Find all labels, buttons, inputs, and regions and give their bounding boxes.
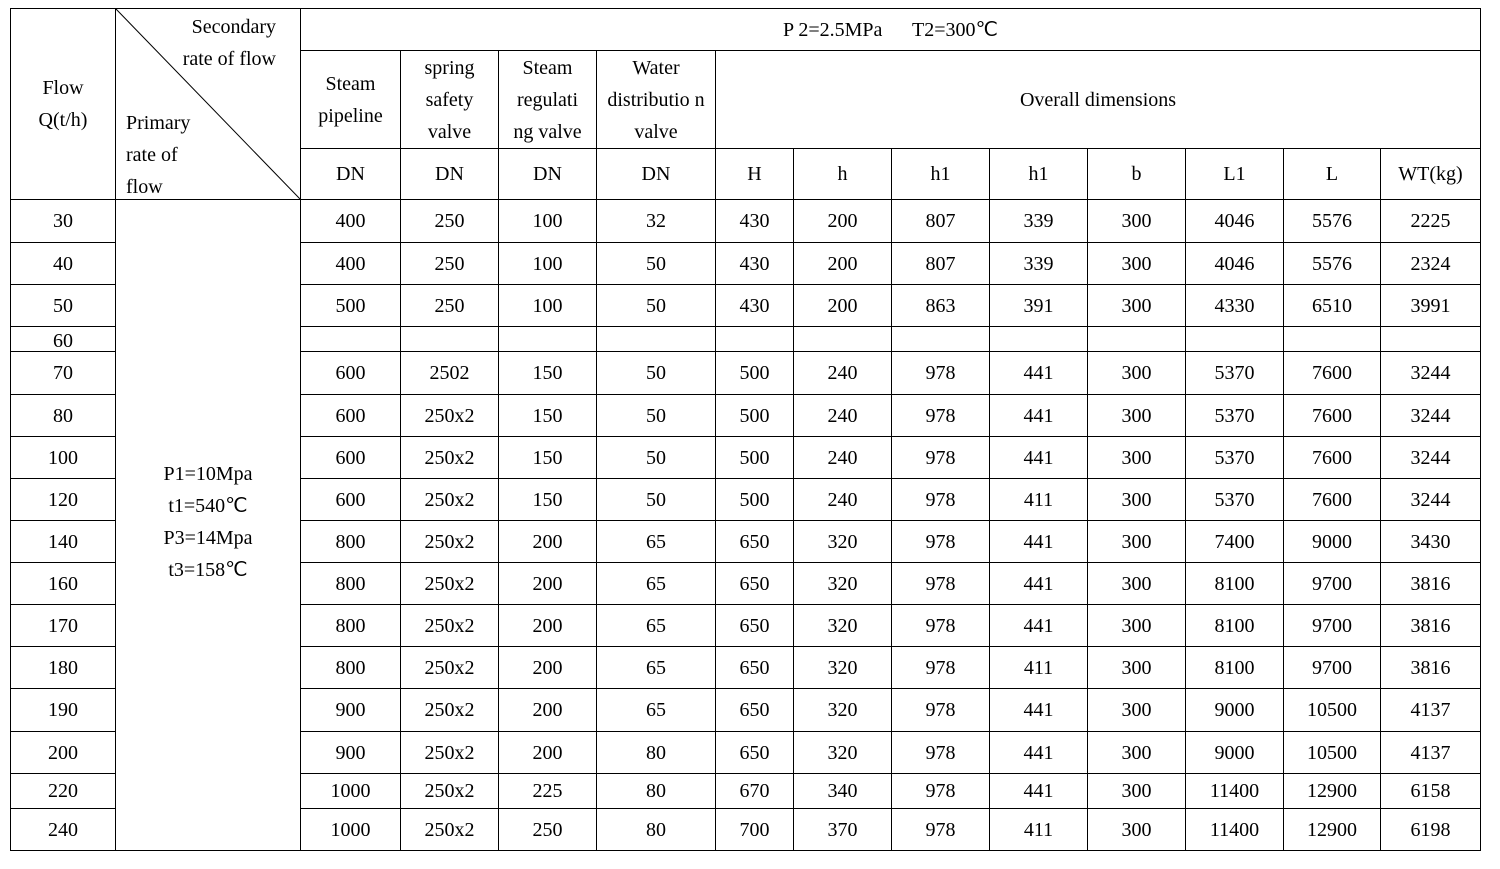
flow-cell: 170	[11, 605, 116, 647]
value-cell: 441	[990, 521, 1088, 563]
value-cell: 9700	[1284, 605, 1381, 647]
value-cell: 441	[990, 689, 1088, 732]
value-cell: 320	[794, 605, 892, 647]
flow-cell: 140	[11, 521, 116, 563]
primary-condition: P3=14Mpa	[163, 527, 253, 549]
value-cell: 200	[794, 200, 892, 243]
flow-cell: 30	[11, 200, 116, 243]
value-cell: 4046	[1186, 200, 1284, 243]
unit-header: h1	[892, 149, 990, 200]
value-cell: 3244	[1381, 437, 1481, 479]
value-cell: 50	[597, 395, 716, 437]
value-cell: 3816	[1381, 647, 1481, 689]
value-cell: 8100	[1186, 605, 1284, 647]
value-cell: 250x2	[401, 774, 499, 809]
value-cell: 10500	[1284, 732, 1381, 774]
value-cell: 5370	[1186, 479, 1284, 521]
value-cell: 670	[716, 774, 794, 809]
value-cell: 32	[597, 200, 716, 243]
value-cell: 300	[1088, 521, 1186, 563]
value-cell: 4330	[1186, 285, 1284, 327]
value-cell: 9700	[1284, 647, 1381, 689]
value-cell: 430	[716, 285, 794, 327]
value-cell: 250x2	[401, 605, 499, 647]
value-cell: 50	[597, 352, 716, 395]
primary-conditions	[116, 200, 301, 851]
value-cell: 500	[716, 395, 794, 437]
value-cell: 10500	[1284, 689, 1381, 732]
value-cell: 300	[1088, 479, 1186, 521]
primary-label: Primary rate of flow	[126, 112, 191, 198]
value-cell: 65	[597, 605, 716, 647]
value-cell: 150	[499, 352, 597, 395]
unit-header: WT(kg)	[1381, 149, 1481, 200]
value-cell: 3244	[1381, 395, 1481, 437]
flow-cell: 160	[11, 563, 116, 605]
value-cell: 100	[499, 285, 597, 327]
value-cell: 320	[794, 521, 892, 563]
value-cell: 200	[499, 689, 597, 732]
value-cell: 225	[499, 774, 597, 809]
value-cell	[401, 327, 499, 352]
value-cell	[499, 327, 597, 352]
value-cell	[892, 327, 990, 352]
flow-cell: 50	[11, 285, 116, 327]
value-cell: 320	[794, 689, 892, 732]
unit-header: L	[1284, 149, 1381, 200]
spring-valve-header: spring safety valve	[401, 51, 499, 149]
value-cell: 3816	[1381, 605, 1481, 647]
flow-cell: 180	[11, 647, 116, 689]
value-cell: 65	[597, 647, 716, 689]
value-cell: 250x2	[401, 395, 499, 437]
value-cell: 250x2	[401, 689, 499, 732]
value-cell: 978	[892, 521, 990, 563]
value-cell: 7600	[1284, 352, 1381, 395]
value-cell: 650	[716, 732, 794, 774]
value-cell: 441	[990, 352, 1088, 395]
unit-header: h	[794, 149, 892, 200]
value-cell: 500	[716, 437, 794, 479]
value-cell	[1381, 327, 1481, 352]
value-cell: 80	[597, 732, 716, 774]
flow-cell: 220	[11, 774, 116, 809]
value-cell: 65	[597, 689, 716, 732]
value-cell: 200	[499, 521, 597, 563]
value-cell: 320	[794, 647, 892, 689]
value-cell: 900	[301, 689, 401, 732]
value-cell: 11400	[1186, 774, 1284, 809]
value-cell: 441	[990, 605, 1088, 647]
flow-cell: 70	[11, 352, 116, 395]
value-cell: 807	[892, 200, 990, 243]
value-cell	[597, 327, 716, 352]
value-cell: 800	[301, 605, 401, 647]
value-cell: 978	[892, 352, 990, 395]
value-cell: 11400	[1186, 809, 1284, 851]
value-cell: 600	[301, 437, 401, 479]
value-cell: 250x2	[401, 563, 499, 605]
value-cell	[794, 327, 892, 352]
value-cell: 7600	[1284, 395, 1381, 437]
value-cell: 978	[892, 563, 990, 605]
value-cell: 3991	[1381, 285, 1481, 327]
value-cell: 441	[990, 437, 1088, 479]
value-cell: 650	[716, 647, 794, 689]
value-cell	[716, 327, 794, 352]
value-cell: 300	[1088, 647, 1186, 689]
value-cell: 800	[301, 647, 401, 689]
steam-pipeline-header: Steam pipeline	[301, 51, 401, 149]
value-cell: 240	[794, 352, 892, 395]
unit-header: DN	[401, 149, 499, 200]
value-cell: 441	[990, 563, 1088, 605]
unit-header: b	[1088, 149, 1186, 200]
value-cell: 250	[401, 243, 499, 285]
value-cell: 4137	[1381, 732, 1481, 774]
value-cell: 5576	[1284, 200, 1381, 243]
value-cell: 2502	[401, 352, 499, 395]
value-cell	[1284, 327, 1381, 352]
value-cell: 441	[990, 395, 1088, 437]
unit-header: h1	[990, 149, 1088, 200]
value-cell: 300	[1088, 395, 1186, 437]
diagonal-header	[116, 9, 301, 200]
value-cell: 339	[990, 200, 1088, 243]
value-cell: 800	[301, 521, 401, 563]
value-cell: 250x2	[401, 479, 499, 521]
value-cell: 600	[301, 352, 401, 395]
unit-header: L1	[1186, 149, 1284, 200]
value-cell: 200	[794, 243, 892, 285]
value-cell: 500	[716, 479, 794, 521]
secondary-label: Secondary rate of flow	[182, 16, 276, 70]
flow-cell: 240	[11, 809, 116, 851]
value-cell: 250	[401, 200, 499, 243]
value-cell: 250x2	[401, 437, 499, 479]
flow-cell: 190	[11, 689, 116, 732]
value-cell: 300	[1088, 352, 1186, 395]
value-cell: 200	[499, 563, 597, 605]
value-cell: 300	[1088, 689, 1186, 732]
value-cell: 80	[597, 809, 716, 851]
flow-cell: 100	[11, 437, 116, 479]
overall-dimensions-header: Overall dimensions	[716, 51, 1481, 149]
value-cell: 400	[301, 200, 401, 243]
value-cell: 863	[892, 285, 990, 327]
value-cell: 441	[990, 732, 1088, 774]
value-cell: 430	[716, 243, 794, 285]
unit-header: H	[716, 149, 794, 200]
flow-header: Flow Q(t/h)	[11, 9, 116, 200]
value-cell: 320	[794, 563, 892, 605]
value-cell: 5370	[1186, 437, 1284, 479]
value-cell: 150	[499, 479, 597, 521]
unit-header: DN	[499, 149, 597, 200]
value-cell: 8100	[1186, 563, 1284, 605]
value-cell: 100	[499, 243, 597, 285]
value-cell: 100	[499, 200, 597, 243]
value-cell	[301, 327, 401, 352]
value-cell: 500	[716, 352, 794, 395]
value-cell: 300	[1088, 200, 1186, 243]
value-cell: 300	[1088, 437, 1186, 479]
unit-header: DN	[301, 149, 401, 200]
value-cell: 3816	[1381, 563, 1481, 605]
value-cell: 978	[892, 479, 990, 521]
value-cell: 300	[1088, 605, 1186, 647]
value-cell: 600	[301, 479, 401, 521]
primary-condition: t1=540℃	[168, 495, 248, 517]
value-cell: 50	[597, 285, 716, 327]
value-cell: 339	[990, 243, 1088, 285]
value-cell: 5370	[1186, 352, 1284, 395]
value-cell: 4046	[1186, 243, 1284, 285]
value-cell: 978	[892, 689, 990, 732]
value-cell: 50	[597, 243, 716, 285]
value-cell: 9000	[1284, 521, 1381, 563]
table-row	[11, 200, 1481, 243]
value-cell: 240	[794, 479, 892, 521]
flow-cell: 80	[11, 395, 116, 437]
value-cell: 978	[892, 605, 990, 647]
value-cell: 250x2	[401, 809, 499, 851]
value-cell: 300	[1088, 809, 1186, 851]
unit-header: DN	[597, 149, 716, 200]
value-cell: 300	[1088, 732, 1186, 774]
value-cell: 600	[301, 395, 401, 437]
value-cell: 200	[499, 605, 597, 647]
flow-cell: 200	[11, 732, 116, 774]
value-cell: 6198	[1381, 809, 1481, 851]
flow-cell: 60	[11, 327, 116, 352]
value-cell: 978	[892, 774, 990, 809]
value-cell: 411	[990, 809, 1088, 851]
water-valve-header: Water distributio n valve	[597, 51, 716, 149]
value-cell: 250x2	[401, 647, 499, 689]
value-cell: 3430	[1381, 521, 1481, 563]
value-cell: 411	[990, 479, 1088, 521]
value-cell: 807	[892, 243, 990, 285]
value-cell: 430	[716, 200, 794, 243]
value-cell: 2324	[1381, 243, 1481, 285]
flow-cell: 40	[11, 243, 116, 285]
value-cell: 250	[401, 285, 499, 327]
value-cell: 240	[794, 437, 892, 479]
value-cell: 978	[892, 395, 990, 437]
value-cell: 1000	[301, 774, 401, 809]
value-cell: 978	[892, 732, 990, 774]
value-cell: 650	[716, 605, 794, 647]
value-cell: 240	[794, 395, 892, 437]
value-cell: 7400	[1186, 521, 1284, 563]
value-cell: 300	[1088, 774, 1186, 809]
value-cell: 8100	[1186, 647, 1284, 689]
value-cell: 9700	[1284, 563, 1381, 605]
flow-cell: 120	[11, 479, 116, 521]
value-cell: 3244	[1381, 479, 1481, 521]
value-cell: 300	[1088, 243, 1186, 285]
value-cell: 7600	[1284, 479, 1381, 521]
value-cell: 411	[990, 647, 1088, 689]
value-cell: 340	[794, 774, 892, 809]
value-cell: 150	[499, 437, 597, 479]
value-cell: 200	[499, 732, 597, 774]
value-cell: 3244	[1381, 352, 1481, 395]
value-cell: 320	[794, 732, 892, 774]
value-cell: 500	[301, 285, 401, 327]
value-cell: 9000	[1186, 689, 1284, 732]
value-cell: 391	[990, 285, 1088, 327]
value-cell	[990, 327, 1088, 352]
value-cell: 1000	[301, 809, 401, 851]
value-cell: 250x2	[401, 521, 499, 563]
value-cell	[1186, 327, 1284, 352]
value-cell: 300	[1088, 285, 1186, 327]
value-cell: 5370	[1186, 395, 1284, 437]
value-cell: 6158	[1381, 774, 1481, 809]
value-cell: 65	[597, 521, 716, 563]
value-cell: 2225	[1381, 200, 1481, 243]
value-cell: 7600	[1284, 437, 1381, 479]
value-cell: 700	[716, 809, 794, 851]
value-cell: 50	[597, 479, 716, 521]
value-cell: 200	[794, 285, 892, 327]
value-cell: 80	[597, 774, 716, 809]
primary-condition: P1=10Mpa	[163, 463, 253, 485]
specs-table	[10, 8, 1481, 851]
value-cell: 441	[990, 774, 1088, 809]
value-cell: 250	[499, 809, 597, 851]
value-cell: 400	[301, 243, 401, 285]
value-cell: 5576	[1284, 243, 1381, 285]
value-cell: 250x2	[401, 732, 499, 774]
value-cell: 9000	[1186, 732, 1284, 774]
value-cell: 65	[597, 563, 716, 605]
value-cell: 978	[892, 647, 990, 689]
conditions-header: P 2=2.5MPa T2=300℃	[301, 9, 1481, 51]
value-cell	[1088, 327, 1186, 352]
value-cell: 12900	[1284, 809, 1381, 851]
primary-condition: t3=158℃	[168, 559, 248, 581]
value-cell: 6510	[1284, 285, 1381, 327]
value-cell: 978	[892, 809, 990, 851]
value-cell: 800	[301, 563, 401, 605]
value-cell: 50	[597, 437, 716, 479]
value-cell: 650	[716, 689, 794, 732]
value-cell: 370	[794, 809, 892, 851]
steam-valve-header: Steam regulati ng valve	[499, 51, 597, 149]
value-cell: 650	[716, 563, 794, 605]
value-cell: 900	[301, 732, 401, 774]
value-cell: 12900	[1284, 774, 1381, 809]
value-cell: 300	[1088, 563, 1186, 605]
value-cell: 978	[892, 437, 990, 479]
value-cell: 650	[716, 521, 794, 563]
value-cell: 4137	[1381, 689, 1481, 732]
value-cell: 200	[499, 647, 597, 689]
value-cell: 150	[499, 395, 597, 437]
